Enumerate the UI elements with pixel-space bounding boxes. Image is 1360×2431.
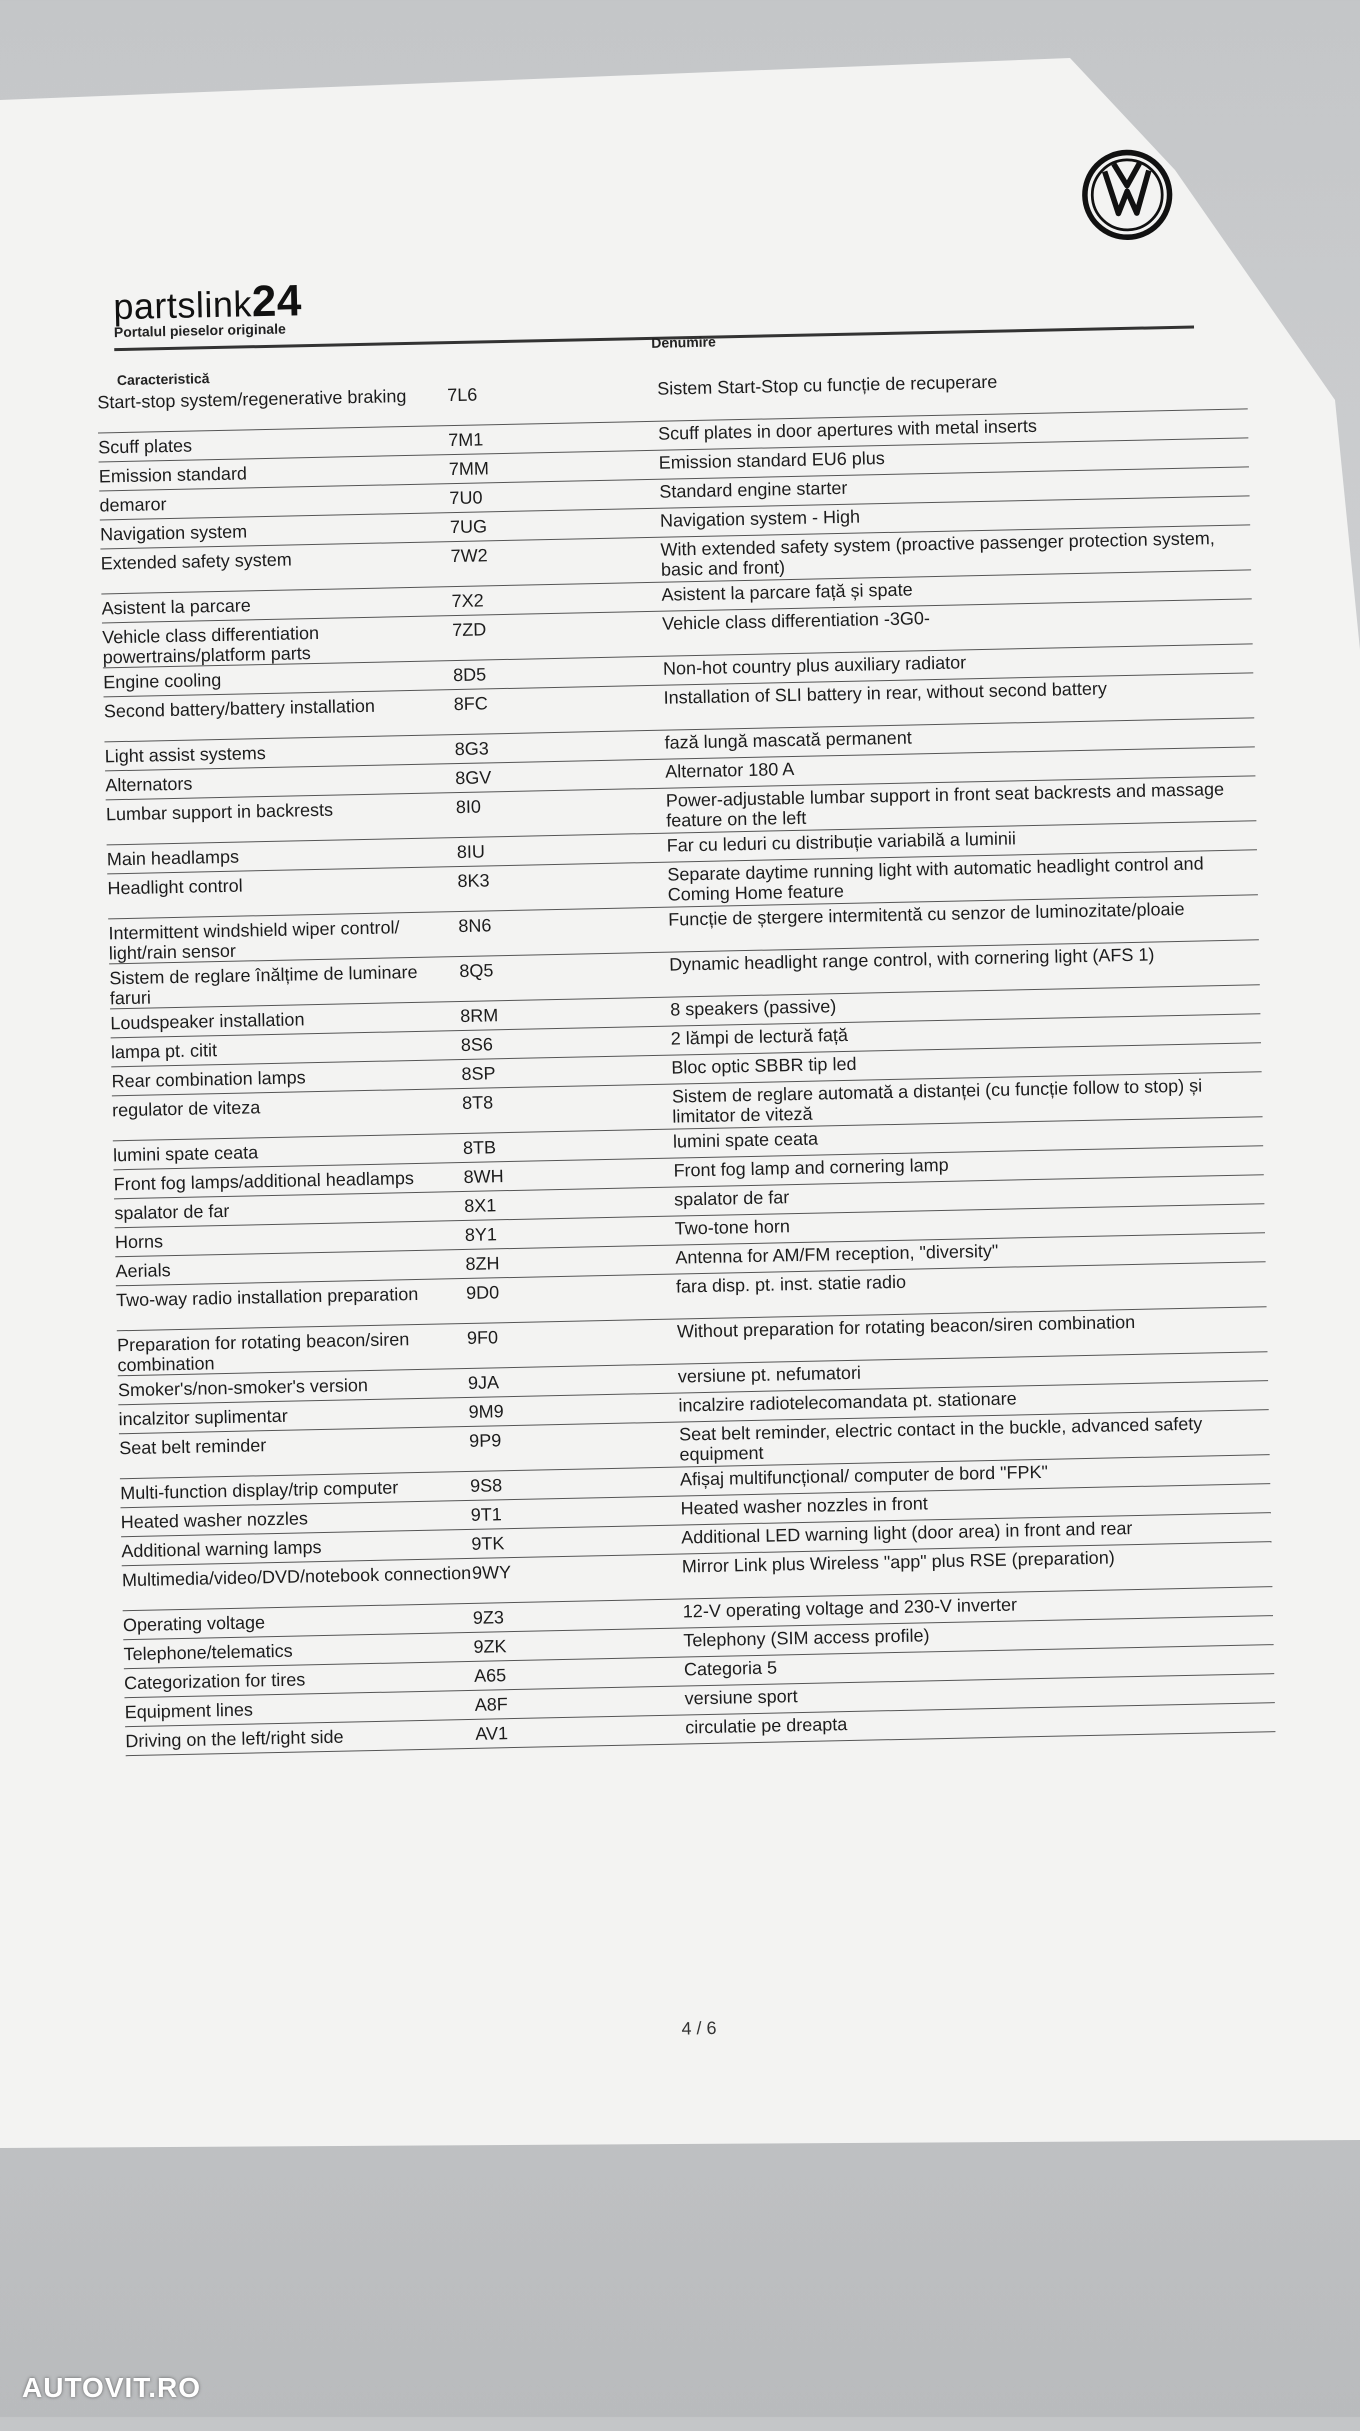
cell-desc: Afișaj multifuncțional/ computer de bord "FPK" [679,1461,1049,1490]
cell-code: 9JA [467,1372,500,1393]
cell-desc: Far cu leduri cu distribuție variabilă a luminii [666,828,1017,856]
cell-desc: versiune sport [684,1686,798,1709]
cell-name: Preparation for rotating beacon/siren combination [116,1329,410,1376]
cell-code: 8GV [455,767,492,789]
logo-number: 24 [251,276,303,327]
cell-name: Main headlamps [106,846,240,870]
cell-code: 9WY [471,1562,512,1583]
partslink-logo [113,275,374,340]
header-characteristic: Caracteristică [116,370,210,389]
cell-desc: Non-hot country plus auxiliary radiator [662,652,967,679]
cell-name: Emission standard [98,463,248,487]
cell-name: lampa pt. citit [110,1040,218,1063]
cell-name: Smoker's/non-smoker's version [117,1375,369,1401]
cell-desc: Additional LED warning light (door area) in front and rear [681,1518,1133,1548]
cell-desc: Bloc optic SBBR tip led [671,1053,857,1078]
cell-code: 8SP [461,1063,496,1085]
cell-desc: Two-tone horn [674,1216,791,1239]
logo-tagline: Portalul pieselor originale [113,320,286,341]
cell-name: Vehicle class differentiation powertrains/platform parts [102,622,320,668]
page-number: 4 / 6 [681,2017,717,2039]
cell-desc: Vehicle class differentiation -3G0- [661,608,931,634]
cell-name: Asistent la parcare [101,595,251,619]
cell-desc: Alternator 180 A [665,758,795,782]
cell-code: 9M9 [468,1401,504,1422]
vw-logo-icon [1080,148,1174,242]
cell-code: 8ZH [465,1253,500,1274]
cell-desc: Navigation system - High [659,506,861,531]
cell-desc: Funcție de ștergere intermitentă cu senzor de luminozitate/ploaie [668,898,1185,930]
cell-desc: Antenna for AM/FM reception, "diversity" [675,1240,999,1268]
cell-code: 9D0 [465,1282,500,1303]
cell-name: Equipment lines [124,1699,254,1723]
cell-desc: Heated washer nozzles in front [680,1493,928,1519]
cell-code: 8D5 [452,664,487,686]
cell-name: Sistem de reglare înălțime de luminare faruri [109,961,418,1009]
cell-code: 8FC [453,693,488,715]
cell-code: AV1 [475,1723,509,1744]
cell-name: Aerials [115,1260,171,1282]
cell-desc: versiune pt. nefumatori [677,1362,862,1387]
logo-brand: partslink [112,283,253,328]
cell-desc: Power-adjustable lumbar support in front seat backrests and massage feature on the left [665,778,1225,831]
cell-code: A65 [473,1665,507,1686]
header-name: Denumire [651,333,716,351]
cell-name: Horns [114,1231,164,1253]
watermark: AUTOVIT.RO [22,2372,202,2403]
cell-desc: spalator de far [673,1187,790,1210]
cell-desc: fază lungă mascată permanent [664,727,912,753]
cell-name: Start-stop system/regenerative braking [97,386,407,413]
cell-desc: Scuff plates in door apertures with metal inserts [657,415,1038,444]
cell-desc: Sistem de reglare automată a distanței (cu funcție follow to stop) și limitator de viteză [671,1075,1203,1127]
cell-desc: Standard engine starter [659,477,848,502]
cell-code: 7M1 [448,429,484,451]
cell-name: Rear combination lamps [111,1067,306,1092]
cell-code: 7MM [448,458,490,480]
cell-name: Second battery/battery installation [103,695,376,722]
cell-code: 9F0 [466,1327,499,1348]
cell-name: Heated washer nozzles [120,1508,309,1533]
cell-code: 8RM [460,1005,499,1027]
cell-desc: Separate daytime running light with automatic headlight control and Coming Home feature [667,853,1204,905]
cell-desc: Front fog lamp and cornering lamp [673,1154,949,1181]
cell-code: 8TB [462,1137,497,1158]
cell-code: 9ZK [473,1636,507,1657]
cell-desc: 2 lămpi de lectură față [670,1024,849,1049]
cell-code: 7U0 [449,487,483,509]
cell-code: 7W2 [450,545,488,567]
spec-table [97,364,1275,1756]
cell-name: demaror [99,494,167,516]
cell-name: Multimedia/video/DVD/notebook connection [121,1562,472,1591]
cell-name: Categorization for tires [123,1669,306,1694]
cell-name: Additional warning lamps [121,1537,322,1562]
cell-desc: Seat belt reminder, electric contact in the buckle, advanced safety equipment [678,1413,1203,1465]
cell-name: Light assist systems [104,743,267,767]
cell-code: 9S8 [469,1475,503,1496]
cell-name: Two-way radio installation preparation [115,1283,419,1311]
cell-code: 8K3 [457,870,490,892]
cell-code: 8Y1 [464,1224,498,1245]
cell-desc: lumini spate ceata [672,1128,819,1152]
cell-name: regulator de viteza [111,1097,261,1121]
cell-code: 8G3 [454,738,489,760]
cell-code: 8IU [456,841,486,863]
cell-name: Seat belt reminder [119,1435,267,1459]
cell-desc: Installation of SLI battery in rear, without second battery [663,678,1108,708]
cell-code: 9TK [471,1533,505,1554]
cell-name: Scuff plates [98,435,193,458]
cell-name: Intermittent windshield wiper control/ light/rain sensor [108,917,400,964]
cell-name: spalator de far [114,1200,230,1224]
cell-code: 8N6 [458,915,492,937]
cell-name: incalzitor suplimentar [118,1405,288,1430]
cell-name: Telephone/telematics [123,1640,293,1665]
cell-desc: Mirror Link plus Wireless "app" plus RSE (preparation) [681,1547,1115,1577]
cell-name: Alternators [105,773,193,796]
cell-name: Extended safety system [100,549,292,574]
cell-code: 8WH [463,1166,504,1187]
cell-name: Engine cooling [103,669,222,693]
cell-desc: Categoria 5 [683,1657,778,1680]
cell-name: Operating voltage [122,1612,266,1636]
cell-desc: incalzire radiotelecomandata pt. stationare [678,1388,1017,1416]
cell-name: Multi-function display/trip computer [119,1477,399,1504]
cell-code: 9Z3 [472,1607,505,1628]
cell-desc: With extended safety system (proactive passenger protection system, basic and front) [660,528,1215,580]
cell-code: 7L6 [447,384,478,406]
cell-code: 7ZD [451,619,487,641]
cell-name: Front fog lamps/additional headlamps [113,1168,415,1195]
cell-name: Headlight control [107,875,243,899]
cell-name: Loudspeaker installation [110,1009,305,1034]
cell-code: 7UG [449,516,488,538]
cell-desc: Without preparation for rotating beacon/siren combination [676,1311,1136,1342]
cell-name: lumini spate ceata [112,1142,259,1166]
cell-desc: Sistem Start-Stop cu funcție de recuperare [656,371,998,399]
cell-desc: Emission standard EU6 plus [658,448,886,473]
cell-name: Navigation system [99,521,248,545]
cell-code: 8I0 [455,796,482,818]
cell-desc: circulatie pe dreapta [685,1714,848,1738]
cell-code: 8S6 [460,1034,494,1056]
cell-desc: Telephony (SIM access profile) [683,1625,930,1651]
cell-desc: fara disp. pt. inst. statie radio [675,1271,907,1297]
cell-code: A8F [474,1694,508,1715]
cell-code: 8T8 [461,1092,494,1114]
cell-desc: Asistent la parcare față și spate [661,579,913,605]
cell-desc: 8 speakers (passive) [669,996,837,1020]
cell-name: Lumbar support in backrests [105,799,334,825]
cell-name: Driving on the left/right side [125,1726,344,1752]
cell-code: 7X2 [451,590,484,612]
cell-code: 8Q5 [459,960,494,982]
cell-code: 9T1 [470,1504,502,1525]
cell-code: 8X1 [464,1195,497,1216]
cell-code: 9P9 [468,1430,502,1451]
cell-desc: Dynamic headlight range control, with cornering light (AFS 1) [669,944,1155,975]
cell-desc: 12-V operating voltage and 230-V inverter [682,1594,1018,1622]
